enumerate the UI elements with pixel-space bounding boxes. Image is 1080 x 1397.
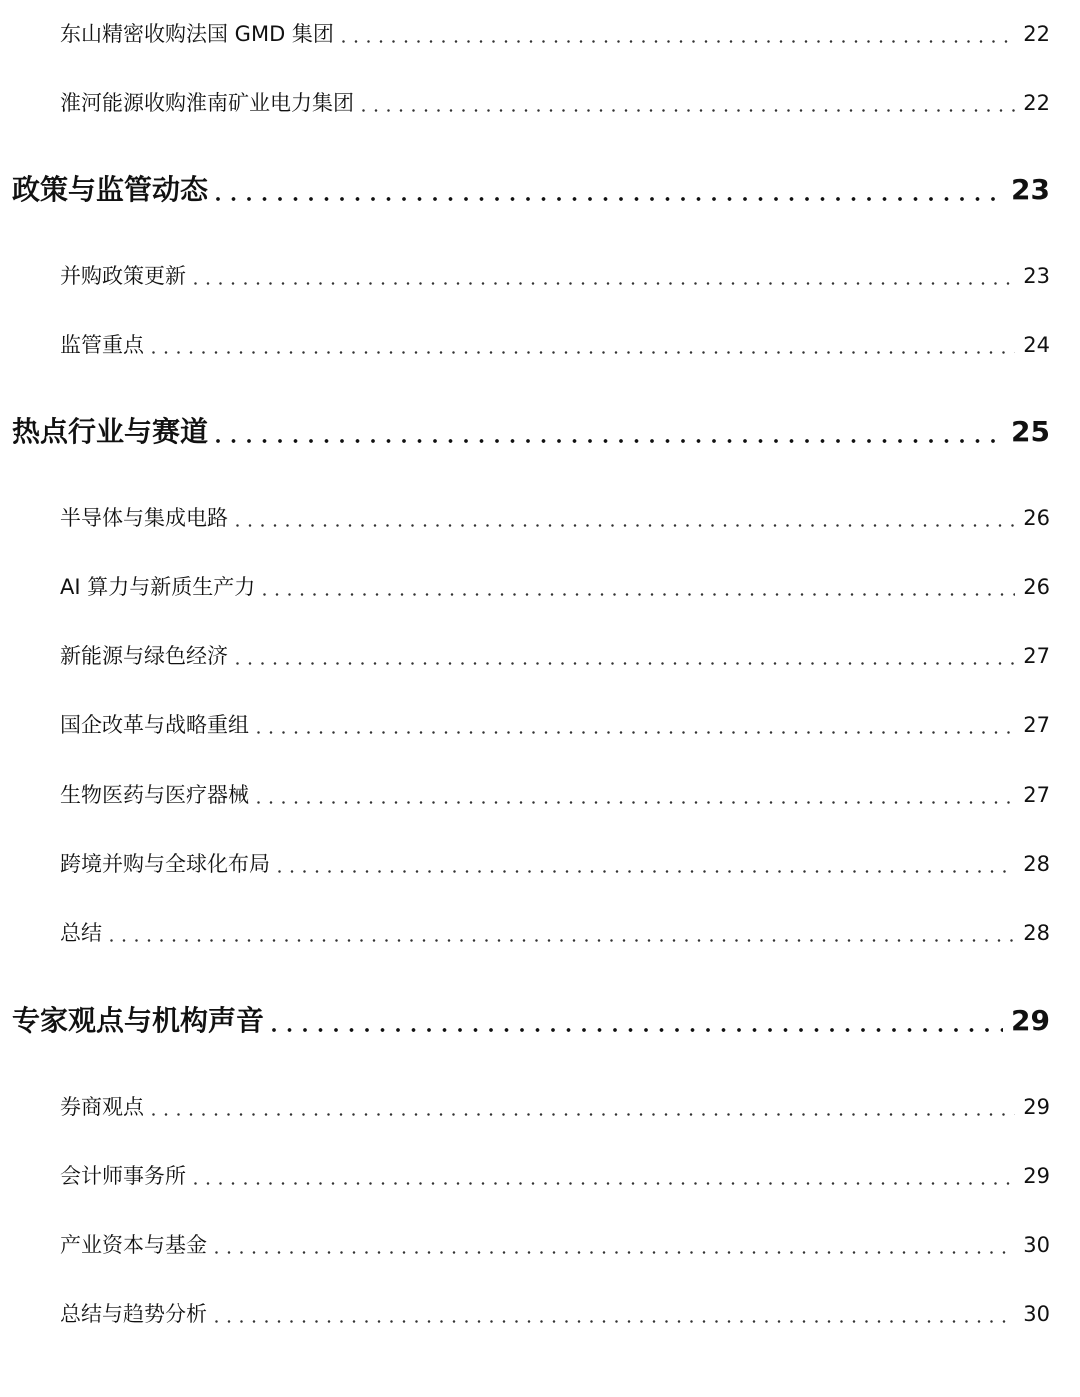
- toc-subsection-item[interactable]: [60, 709, 1050, 741]
- toc-subsection-item[interactable]: [60, 571, 1050, 603]
- toc-subsection-item[interactable]: [60, 640, 1050, 672]
- toc-section-heading[interactable]: [12, 412, 1050, 452]
- toc-page-number: 27: [1023, 713, 1050, 737]
- toc-subsection-item[interactable]: [60, 779, 1050, 811]
- toc-entry-title: 专家观点与机构声音: [12, 1004, 265, 1037]
- toc-page-number: 27: [1023, 783, 1050, 807]
- toc-page-number: 23: [1011, 173, 1050, 206]
- toc-page-number: 23: [1023, 264, 1050, 288]
- toc-entry-title: 并购政策更新: [60, 264, 186, 288]
- toc-page-number: 28: [1023, 921, 1050, 945]
- toc-page-number: 22: [1023, 22, 1050, 46]
- dot-leader: [215, 1251, 1015, 1254]
- dot-leader: [152, 1113, 1015, 1116]
- toc-entry-title: 生物医药与医疗器械: [60, 783, 249, 807]
- toc-page-number: 24: [1023, 333, 1050, 357]
- dot-leader: [236, 662, 1015, 665]
- toc-entry-title: 国企改革与战略重组: [60, 713, 249, 737]
- toc-entry-title: 半导体与集成电路: [60, 506, 228, 530]
- toc-page-number: 29: [1011, 1004, 1050, 1037]
- dot-leader: [257, 731, 1015, 734]
- dot-leader: [152, 351, 1015, 354]
- toc-entry-title: 总结: [60, 921, 102, 945]
- dot-leader: [110, 939, 1015, 942]
- toc-subsection-item[interactable]: [60, 87, 1050, 119]
- toc-entry-title: AI 算力与新质生产力: [60, 575, 256, 599]
- dot-leader: [272, 1028, 1003, 1032]
- toc-entry-title: 淮河能源收购淮南矿业电力集团: [60, 91, 354, 115]
- toc-entry-title: 产业资本与基金: [60, 1233, 207, 1257]
- toc-entry-title: 热点行业与赛道: [12, 415, 209, 448]
- dot-leader: [236, 524, 1015, 527]
- dot-leader: [257, 801, 1015, 804]
- toc-subsection-item[interactable]: [60, 917, 1050, 949]
- toc-subsection-item[interactable]: [60, 1229, 1050, 1261]
- toc-page-number: 30: [1023, 1233, 1050, 1257]
- toc-page-number: 29: [1023, 1164, 1050, 1188]
- toc-subsection-item[interactable]: [60, 260, 1050, 292]
- toc-entry-title: 跨境并购与全球化布局: [60, 852, 270, 876]
- toc-page-number: 27: [1023, 644, 1050, 668]
- toc-entry-title: 新能源与绿色经济: [60, 644, 228, 668]
- dot-leader: [216, 439, 1003, 443]
- toc-page-number: 22: [1023, 91, 1050, 115]
- toc-entry-title: 总结与趋势分析: [60, 1302, 207, 1326]
- toc-page-number: 26: [1023, 575, 1050, 599]
- toc-subsection-item[interactable]: [60, 848, 1050, 880]
- toc-page-number: 25: [1011, 415, 1050, 448]
- toc-entry-title: 会计师事务所: [60, 1164, 186, 1188]
- dot-leader: [215, 1320, 1015, 1323]
- toc-subsection-item[interactable]: [60, 1298, 1050, 1330]
- dot-leader: [278, 870, 1015, 873]
- toc-entry-title: 监管重点: [60, 333, 144, 357]
- dot-leader: [194, 1182, 1015, 1185]
- toc-page-number: 30: [1023, 1302, 1050, 1326]
- toc-subsection-item[interactable]: [60, 502, 1050, 534]
- dot-leader: [216, 197, 1003, 201]
- dot-leader: [342, 40, 1015, 43]
- dot-leader: [362, 109, 1015, 112]
- toc-entry-title: 政策与监管动态: [12, 173, 209, 206]
- toc-section-heading[interactable]: [12, 1001, 1050, 1041]
- toc-subsection-item[interactable]: [60, 1091, 1050, 1123]
- toc-entry-title: 东山精密收购法国 GMD 集团: [60, 22, 334, 46]
- dot-leader: [263, 593, 1015, 596]
- toc-entry-title: 券商观点: [60, 1095, 144, 1119]
- toc-subsection-item[interactable]: [60, 1160, 1050, 1192]
- toc-page-number: 29: [1023, 1095, 1050, 1119]
- toc-page-number: 26: [1023, 506, 1050, 530]
- toc-section-heading[interactable]: [12, 170, 1050, 210]
- dot-leader: [194, 282, 1015, 285]
- toc-subsection-item[interactable]: [60, 18, 1050, 50]
- toc-subsection-item[interactable]: [60, 329, 1050, 361]
- toc-page-number: 28: [1023, 852, 1050, 876]
